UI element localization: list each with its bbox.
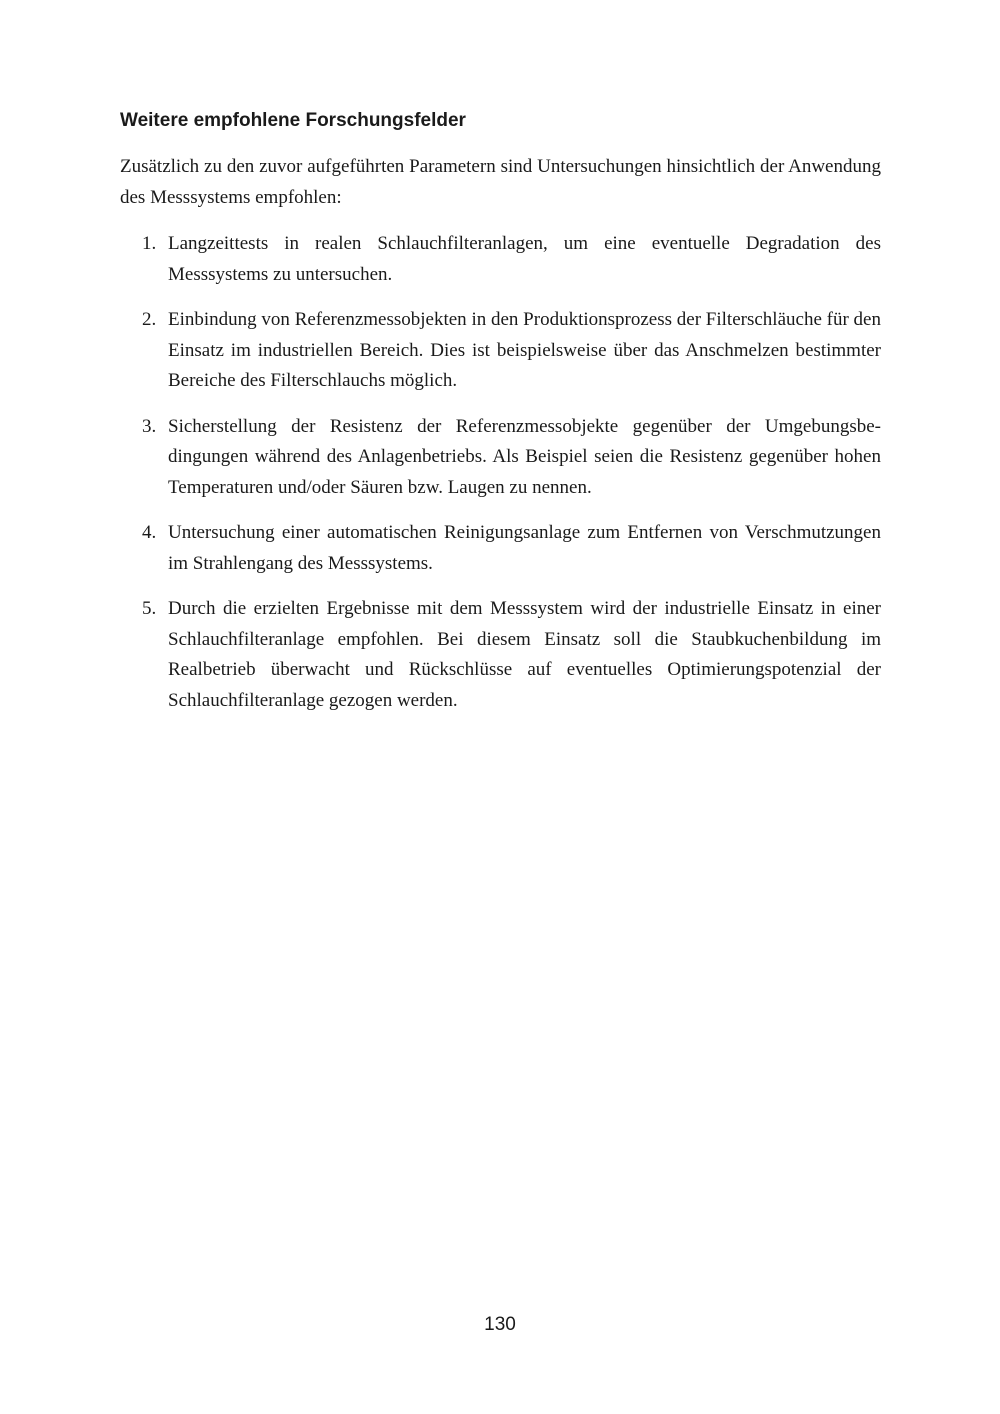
page-content	[120, 108, 881, 731]
list-item	[120, 412, 881, 504]
list-item-text: Langzeittests in realen Schlauchfilteranlagen, um eine eventuelle Degradation des Messsystems zu untersuchen.	[168, 233, 881, 285]
recommendation-list	[120, 229, 881, 716]
list-item	[120, 229, 881, 290]
list-item-text: Einbindung von Referenzmessobjekten in den Produktionsprozess der Filterschläuche für den Einsatz im industriellen Bereich. Dies ist beispielsweise über das Anschmelzen bestimmter Bereiche des Filterschlauchs möglich.	[168, 309, 881, 391]
intro-paragraph: Zusätzlich zu den zuvor aufgeführten Parametern sind Untersuchungen hinsichtlich der Anwendung des Messsystems empfohlen:	[120, 156, 881, 208]
list-item	[120, 518, 881, 579]
section-heading: Weitere empfohlene Forschungsfelder	[120, 110, 466, 131]
list-item	[120, 305, 881, 397]
list-item-number: 1.	[142, 233, 157, 254]
list-item-text: Untersuchung einer automatischen Reinigungsanlage zum Entfernen von Verschmutzungen im Strahlengang des Messsystems.	[168, 522, 881, 574]
page-number: 130	[484, 1314, 516, 1335]
list-item-text: Durch die erzielten Ergebnisse mit dem Messsystem wird der industrielle Einsatz in einer Schlauchfilteranlage empfohlen. Bei diesem Einsatz soll die Staubkuchenbildung im Realbetrieb überwacht und Rückschlüsse auf eventuelles Optimierungspotenzial der Schlauchfilteranlage gezogen werden.	[168, 598, 881, 711]
list-item-number: 5.	[142, 598, 157, 619]
list-item-text: Sicherstellung der Resistenz der Referenzmessobjekte gegenüber der Umgebungsbedingungen während des Anlagenbetriebs. Als Beispiel seien die Resistenz gegenüber hohen Temperaturen und/oder Säuren bzw. Laugen zu nennen.	[168, 415, 881, 498]
list-item-number: 3.	[142, 415, 157, 437]
list-item-number: 2.	[142, 309, 157, 330]
list-item-number: 4.	[142, 522, 157, 543]
list-item	[120, 594, 881, 716]
